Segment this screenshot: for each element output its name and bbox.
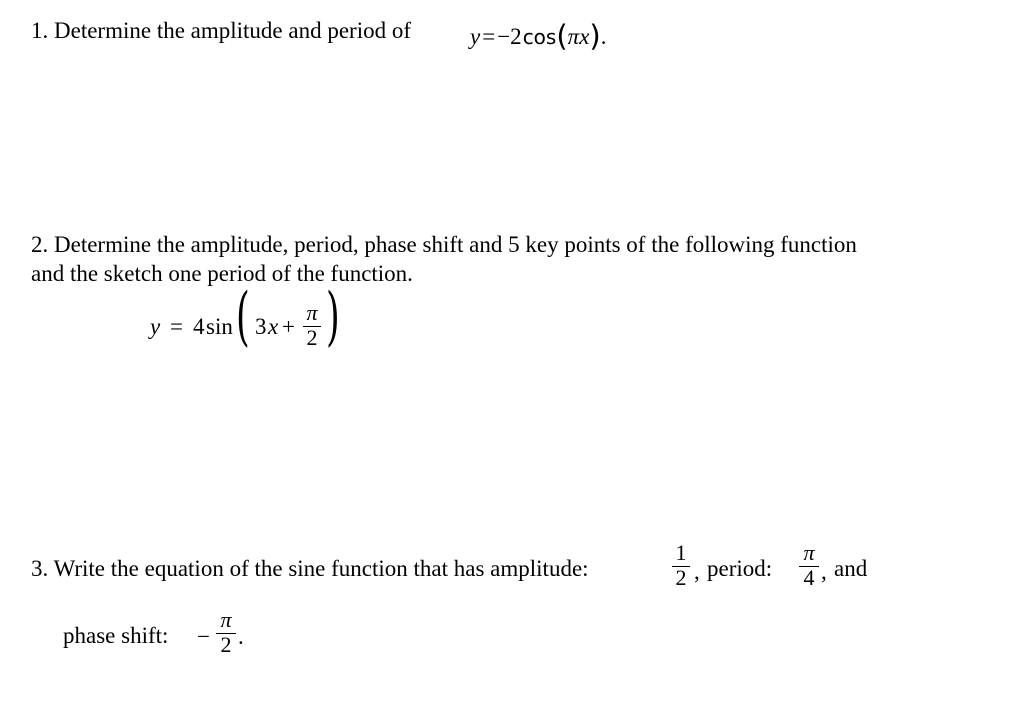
eq2-y: y [150, 314, 161, 339]
phase-shift-sign: − [197, 624, 210, 649]
amplitude-numerator: 1 [675, 540, 687, 565]
period-label: period: [707, 556, 773, 581]
question-2-text-2: and the sketch one period of the function. [31, 261, 413, 286]
phase-shift-label: phase shift: [63, 623, 169, 648]
question-1-equation [470, 19, 607, 53]
eq1-coefficient: −2 [497, 24, 522, 49]
amplitude-denominator: 2 [675, 565, 687, 590]
eq2-coefficient: 4 [193, 314, 205, 339]
amplitude-fraction [672, 542, 690, 589]
eq2-x: x [268, 314, 279, 339]
question-3-text: 3. Write the equation of the sine function that has amplitude: [31, 556, 589, 581]
eq2-equals: = [170, 314, 183, 339]
period-comma: , [821, 559, 827, 584]
phase-shift-denominator: 2 [220, 632, 232, 657]
phase-shift-fraction [216, 609, 236, 656]
question-1 [31, 19, 411, 42]
question-1-text: 1. Determine the amplitude and period of [31, 18, 412, 43]
question-3-line-1 [31, 557, 589, 580]
question-2-text-1: 2. Determine the amplitude, period, phase shift and 5 key points of the following function [31, 232, 857, 257]
eq2-three: 3 [255, 314, 267, 339]
eq1-cos: cos [522, 25, 557, 49]
eq1-left-paren: ( [556, 19, 568, 53]
eq1-pi: π [567, 24, 580, 49]
and-text: and [834, 556, 868, 581]
eq1-right-paren: ) [589, 19, 601, 53]
period-fraction [799, 542, 819, 589]
eq2-sin: sin [206, 314, 233, 339]
phase-shift-period: . [238, 624, 244, 649]
period-denominator: 4 [803, 565, 815, 590]
question-2-line-1 [31, 233, 857, 256]
eq2-right-paren: ) [326, 280, 340, 354]
eq1-equals: = [482, 24, 496, 49]
eq1-x: x [579, 24, 590, 49]
eq1-y: y [470, 24, 481, 49]
question-2-line-2 [31, 262, 413, 285]
eq2-left-paren: ( [236, 280, 250, 354]
eq2-plus: + [282, 314, 295, 339]
eq2-fraction-numerator: π [306, 300, 318, 325]
eq2-fraction [303, 302, 321, 349]
eq1-period: . [600, 24, 607, 49]
amplitude-comma: , [694, 559, 700, 584]
phase-shift-numerator: π [220, 607, 232, 632]
period-numerator: π [803, 540, 815, 565]
eq2-fraction-denominator: 2 [306, 325, 318, 350]
